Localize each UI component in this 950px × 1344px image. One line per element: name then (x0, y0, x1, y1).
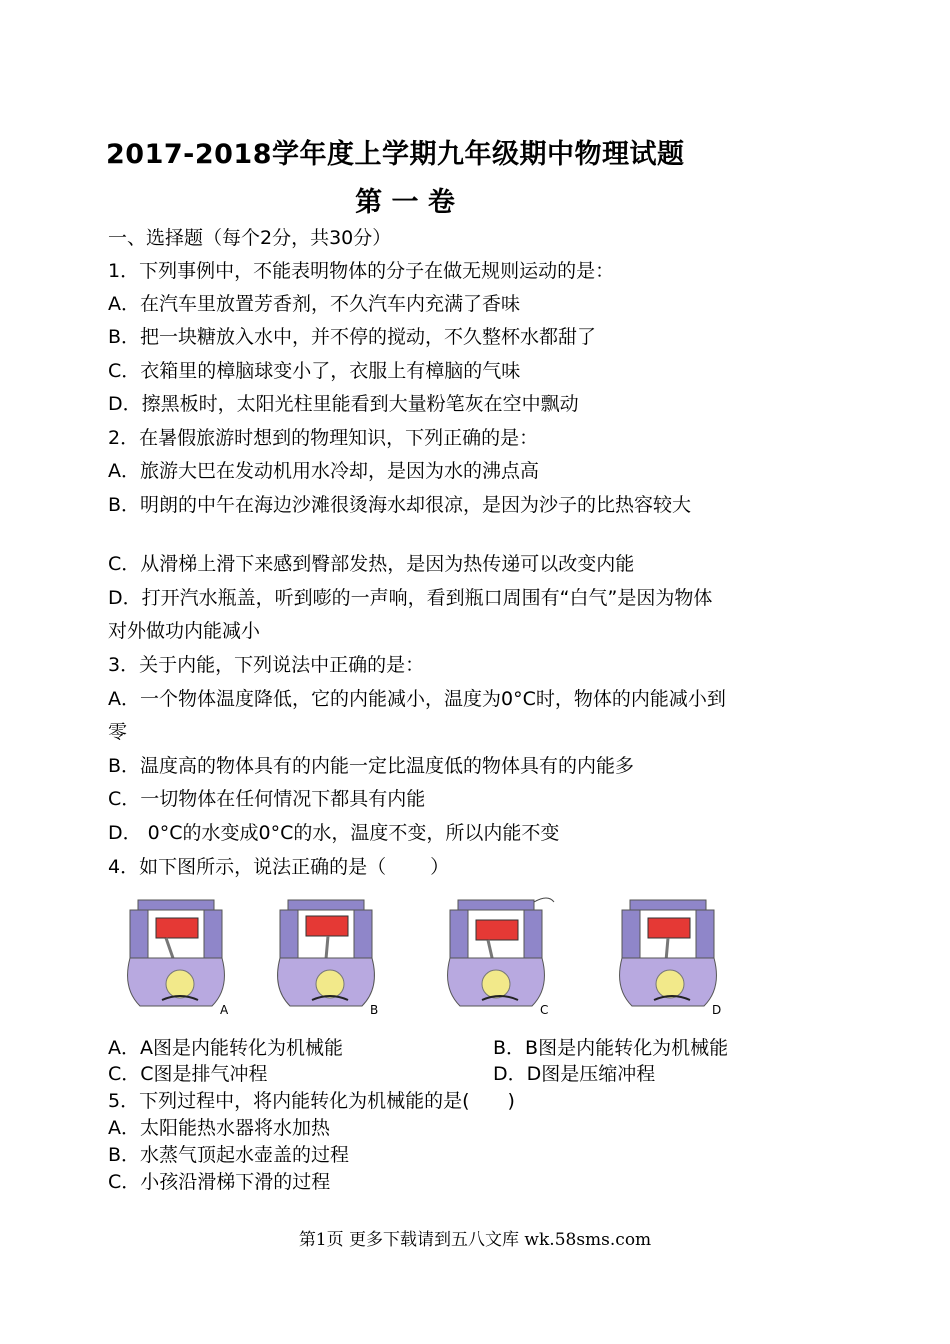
page-title: 2017-2018学年度上学期九年级期中物理试题 (106, 139, 685, 170)
q2-option-c: C．从滑梯上滑下来感到臀部发热，是因为热传递可以改变内能 (108, 553, 635, 575)
q2-option-d-line2: 对外做功内能减小 (108, 620, 261, 642)
q4-option-a: A．A图是内能转化为机械能 (108, 1037, 343, 1059)
q2-stem: 2．在暑假旅游时想到的物理知识，下列正确的是： (108, 427, 539, 449)
q5-option-b: B．水蒸气顶起水壶盖的过程 (108, 1144, 350, 1166)
q3-option-b: B．温度高的物体具有的内能一定比温度低的物体具有的内能多 (108, 755, 635, 777)
engine-strokes-figure (108, 888, 748, 1020)
q2-option-d-line1: D．打开汽水瓶盖，听到嘭的一声响，看到瓶口周围有“白气”是因为物体 (108, 587, 713, 609)
q3-stem: 3．关于内能，下列说法中正确的是： (108, 654, 425, 676)
q3-option-c: C．一切物体在任何情况下都具有内能 (108, 788, 426, 810)
q3-option-a-line1: A．一个物体温度降低，它的内能减小，温度为0°C时，物体的内能减小到 (108, 688, 726, 710)
q2-option-a: A．旅游大巴在发动机用水冷却，是因为水的沸点高 (108, 460, 539, 482)
q3-option-d: D． 0°C的水变成0°C的水，温度不变，所以内能不变 (108, 822, 560, 844)
engine-label-b: B (370, 1003, 379, 1017)
engine-diagram-b (266, 888, 396, 1018)
q1-option-c: C．衣箱里的樟脑球变小了，衣服上有樟脑的气味 (108, 360, 521, 382)
page-footer: 第1页 更多下载请到五八文库 wk.58sms.com (298, 1230, 652, 1250)
q5-stem: 5．下列过程中，将内能转化为机械能的是( ) (108, 1090, 515, 1112)
engine-diagram-c (436, 888, 566, 1018)
engine-label-a: A (220, 1003, 229, 1017)
engine-label-d: D (712, 1003, 722, 1017)
q5-option-a: A．太阳能热水器将水加热 (108, 1117, 330, 1139)
section-heading: 一、选择题（每个2分，共30分） (108, 227, 392, 249)
q2-option-b: B．明朗的中午在海边沙滩很烫海水却很凉，是因为沙子的比热容较大 (108, 494, 692, 516)
q3-option-a-line2: 零 (108, 721, 128, 743)
q4-option-c: C．C图是排气冲程 (108, 1063, 268, 1085)
q1-option-d: D．擦黑板时，太阳光柱里能看到大量粉笔灰在空中飘动 (108, 393, 579, 415)
engine-diagram-a (116, 888, 246, 1018)
q4-option-d: D．D图是压缩冲程 (493, 1063, 656, 1085)
engine-label-c: C (540, 1003, 549, 1017)
volume-heading: 第 一 卷 (355, 187, 455, 218)
engine-diagram-d (608, 888, 738, 1018)
q1-stem: 1．下列事例中，不能表明物体的分子在做无规则运动的是： (108, 260, 615, 282)
q5-option-c: C．小孩沿滑梯下滑的过程 (108, 1171, 331, 1193)
q1-option-a: A．在汽车里放置芳香剂，不久汽车内充满了香味 (108, 293, 520, 315)
q1-option-b: B．把一块糖放入水中，并不停的搅动，不久整杯水都甜了 (108, 326, 597, 348)
q4-option-b: B．B图是内能转化为机械能 (493, 1037, 729, 1059)
q4-stem: 4．如下图所示，说法正确的是（ ） (108, 856, 450, 878)
